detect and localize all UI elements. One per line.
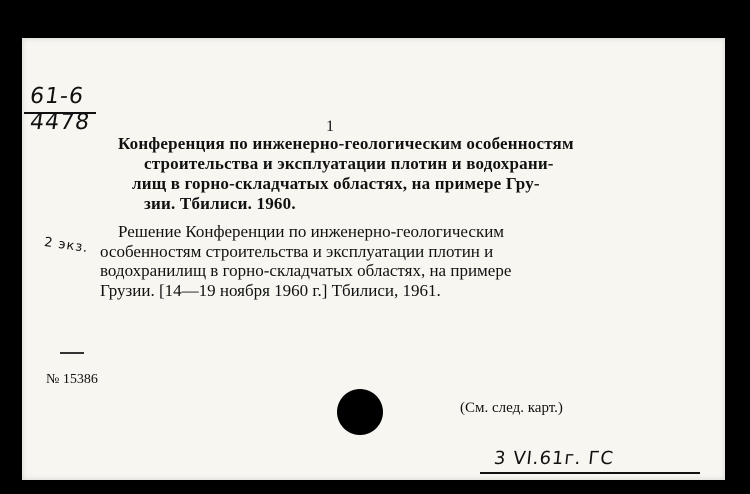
punch-hole <box>337 389 383 435</box>
description-line: Грузии. [14—19 ноября 1960 г.] Тбилиси, 1961. <box>100 280 441 300</box>
title-line: лищ в горно-складчатых областях, на примере Гру- <box>132 174 540 193</box>
separator-dash <box>60 352 84 354</box>
title-line: Конференция по инженерно-геологическим особенностям <box>118 134 574 153</box>
description-line: особенностям строительства и эксплуатации плотин и <box>100 241 494 261</box>
card-title <box>118 134 678 214</box>
description-line: водохранилищ в горно-складчатых областях, на примере <box>100 261 512 280</box>
shelf-mark-top: 61-6 <box>28 84 86 109</box>
card-page-number: 1 <box>326 118 334 135</box>
date-underline <box>480 472 700 474</box>
see-next-card: (См. след. карт.) <box>460 400 563 416</box>
shelf-mark-bottom: 4478 <box>28 110 92 135</box>
card-description <box>100 222 665 300</box>
date-handwriting: 3 VI.61г. ГС <box>492 448 615 469</box>
scan-border-right <box>725 0 750 494</box>
title-line: зии. Тбилиси. 1960. <box>144 194 296 213</box>
title-line: строительства и эксплуатации плотин и водохрани- <box>144 154 554 173</box>
copies-note: 2 экз. <box>43 234 90 257</box>
description-line: Решение Конференции по инженерно-геологическим <box>118 222 505 241</box>
record-number: № 15386 <box>46 372 98 387</box>
